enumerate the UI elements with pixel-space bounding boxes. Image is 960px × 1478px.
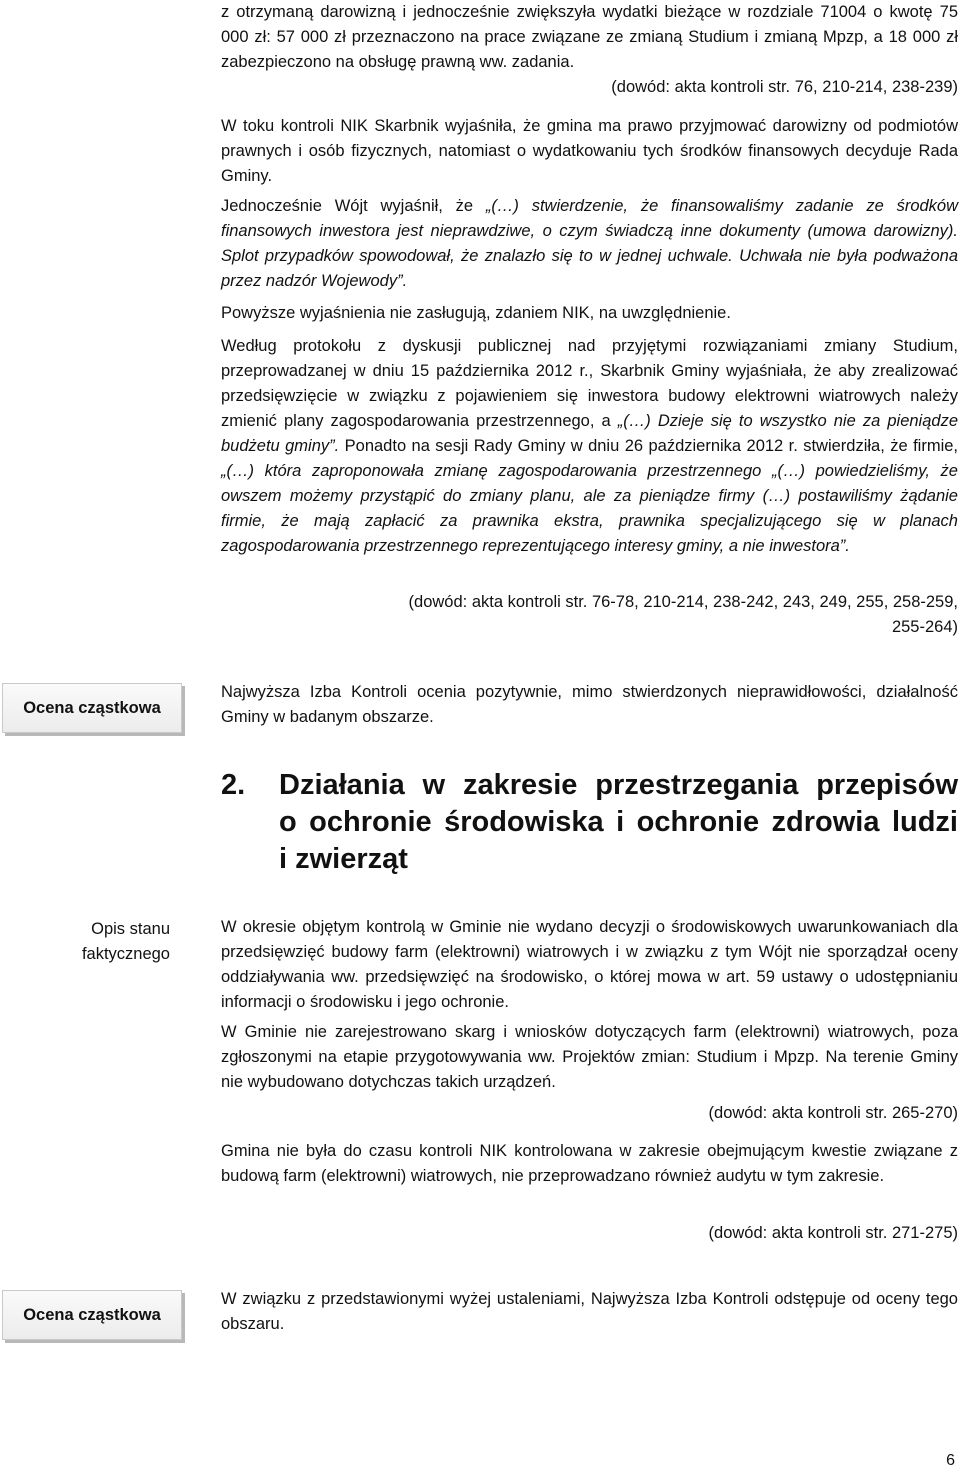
partial-assessment-text-1-content: Najwyższa Izba Kontroli ocenia pozytywnie, mimo stwierdzonych nieprawidłowości, działalność Gminy w badanym obszarze. — [221, 683, 958, 726]
fact-description-label-line-1: Opis stanu — [91, 920, 170, 938]
paragraph-darowizna — [221, 0, 958, 75]
partial-assessment-text-2 — [221, 1287, 958, 1337]
section-title-line-1: Działania w zakresie przestrzegania przepisów — [279, 769, 958, 801]
partial-assessment-label-2 — [2, 1290, 182, 1340]
partial-assessment-text-1 — [221, 680, 958, 730]
paragraph-wojt-quote: „(…) stwierdzenie, że finansowaliśmy zadanie ze środków finansowych inwestora jest nieprawdziwe, o czym świadczą inne dokumenty (umowa darowizny). Splot przypadków spowodował, że znalazło się to w jednej uchwale. Uchwała nie była podważona przez nadzór Wojewody”. — [221, 197, 959, 290]
paragraph-skarbnik-explanation — [221, 114, 958, 189]
section-number: 2. — [221, 769, 246, 801]
paragraph-skarbnik-explanation-text: W toku kontroli NIK Skarbnik wyjaśniła, że gmina ma prawo przyjmować darowizny od podmiotów prawnych i osób fizycznych, natomiast o wydatkowaniu tych środków finansowych decyduje Rada Gminy. — [221, 117, 958, 185]
paragraph-okres-text: W okresie objętym kontrolą w Gminie nie wydano decyzji o środowiskowych uwarunkowaniach dla przedsięwzięć budowy farm (elektrowni) wiatrowych i w związku z tym Wójt nie sporządzał oceny oddziaływania ww. przedsięwzięć na środowisko, o której mowa w art. 59 ustawy o udostępnianiu informacji o środowisku i jego ochronie. — [221, 918, 958, 1011]
paragraph-protocol-text-b: Ponadto na sesji Rady Gminy w dniu 26 października 2012 r. stwierdziła, że firmie, — [339, 437, 958, 455]
paragraph-gmina-audit — [221, 1139, 958, 1189]
partial-assessment-text-2-content: W związku z przedstawionymi wyżej ustaleniami, Najwyższa Izba Kontroli odstępuje od oceny tego obszaru. — [221, 1290, 958, 1333]
page-number: 6 — [946, 1452, 955, 1469]
partial-assessment-label-1 — [2, 683, 182, 733]
paragraph-okres — [221, 915, 958, 1015]
section-title — [279, 767, 958, 878]
section-heading — [221, 767, 958, 878]
evidence-citation-2-line1: (dowód: akta kontroli str. 76-78, 210-214, 238-242, 243, 249, 255, 258-259, — [408, 593, 958, 611]
paragraph-protocol-quote-1: „(…) Dzieje się to wszystko nie za pieniądze budżetu gminy”. — [221, 412, 958, 455]
evidence-citation-4 — [221, 1221, 958, 1246]
evidence-citation-1-text: (dowód: akta kontroli str. 76, 210-214, 238-239) — [611, 78, 958, 96]
paragraph-protocol-quote-2: „(…) która zaproponowała zmianę zagospodarowania przestrzennego „(…) powiedzieliśmy, że owszem możemy przystąpić do zmiany planu, ale za pieniądze firmy (…) postawiliśmy żądanie firmie, że mają zapłacić za prawnika ekstra, prawnika specjalizującego się w planach zagospodarowania przestrzennego reprezentującego interesy gminy, a nie inwestora”. — [221, 462, 958, 555]
paragraph-protocol-text-a: Według protokołu z dyskusji publicznej nad przyjętymi rozwiązaniami zmiany Studium, przeprowadzanej w dniu 15 października 2012 r., Skarbnik Gminy wyjaśniała, że aby zrealizować przedsięwzięcie w związku z pojawieniem się inwestora budowy elektrowni wiatrowych należy zmienić plany zagospodarowania przestrzennego, a — [221, 337, 958, 430]
partial-assessment-label-1-text: Ocena cząstkowa — [23, 698, 161, 717]
fact-description-label-line-2: faktycznego — [81, 945, 170, 963]
evidence-citation-3-text: (dowód: akta kontroli str. 265-270) — [708, 1104, 958, 1122]
section-title-line-2: o ochronie środowiska i ochronie zdrowia ludzi — [279, 806, 958, 838]
paragraph-nik-assessment — [221, 301, 958, 326]
evidence-citation-3 — [221, 1101, 958, 1126]
paragraph-wojt-lead: Jednocześnie Wójt wyjaśnił, że — [221, 197, 486, 215]
evidence-citation-4-text: (dowód: akta kontroli str. 271-275) — [708, 1224, 958, 1242]
paragraph-wojt-explanation — [221, 194, 958, 294]
fact-description-label — [40, 917, 170, 967]
partial-assessment-label-2-text: Ocena cząstkowa — [23, 1305, 161, 1324]
paragraph-skargi-text: W Gminie nie zarejestrowano skarg i wniosków dotyczących farm (elektrowni) wiatrowych, poza zgłoszonymi na etapie przygotowywania ww. Projektów zmian: Studium i Mpzp. Na terenie Gminy nie wybudowano dotychczas takich urządzeń. — [221, 1023, 958, 1091]
paragraph-gmina-audit-text: Gmina nie była do czasu kontroli NIK kontrolowana w zakresie obejmującym kwestie związane z budową farm (elektrowni) wiatrowych, nie przeprowadzano również audytu w tym zakresie. — [221, 1142, 958, 1185]
paragraph-darowizna-text: z otrzymaną darowizną i jednocześnie zwiększyła wydatki bieżące w rozdziale 71004 o kwotę 75 000 zł: 57 000 zł przeznaczono na prace związane ze zmianą Studium i zmianą Mpzp, a 18 000 zł zabezpieczono na obsługę prawną ww. zadania. — [221, 3, 958, 71]
paragraph-nik-assessment-text: Powyższe wyjaśnienia nie zasługują, zdaniem NIK, na uwzględnienie. — [221, 304, 731, 322]
section-title-line-3: i zwierząt — [279, 843, 408, 875]
paragraph-skargi — [221, 1020, 958, 1095]
paragraph-protocol — [221, 334, 958, 559]
evidence-citation-1 — [221, 75, 958, 100]
evidence-citation-2-line2: 255-264) — [891, 618, 958, 636]
evidence-citation-2 — [221, 590, 958, 640]
